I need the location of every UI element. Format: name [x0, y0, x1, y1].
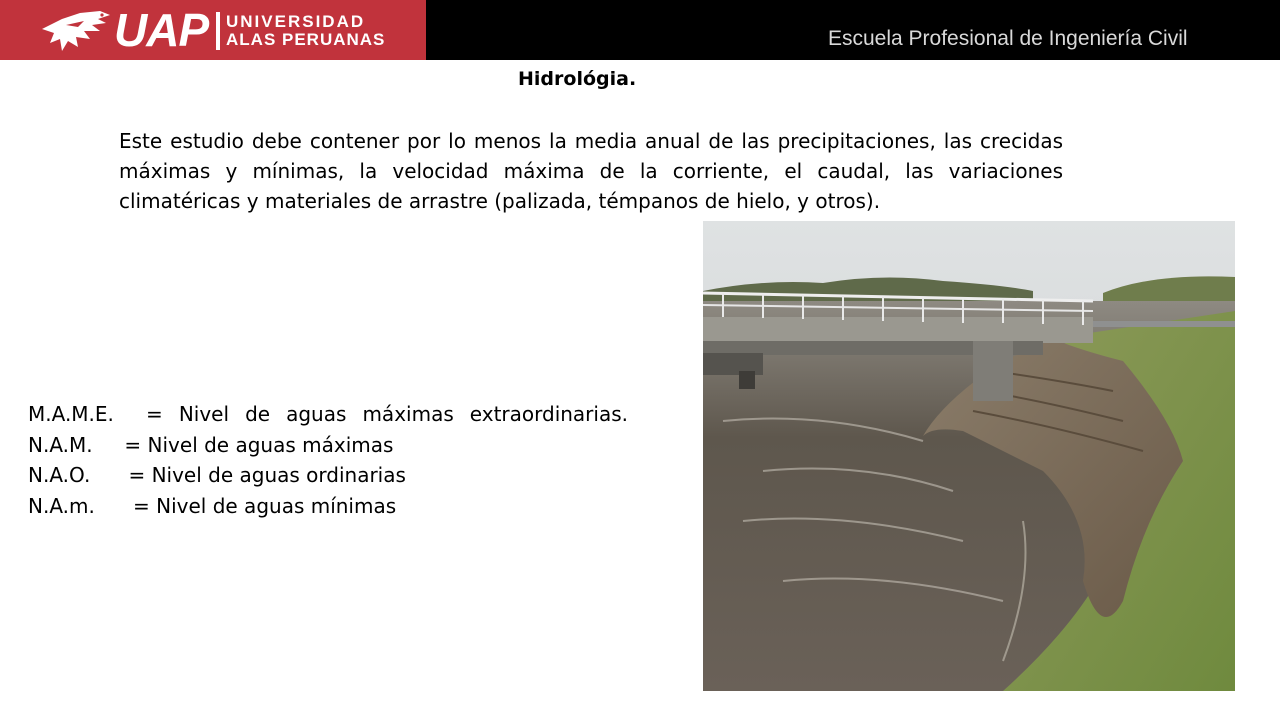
- river-bridge-erosion-photo: [703, 221, 1235, 691]
- definition-item: [28, 491, 628, 522]
- logo-line-2: ALAS PERUANAS: [226, 30, 386, 49]
- definitions-list: [28, 399, 628, 521]
- definition-text: = Nivel de aguas máximas extraordinarias.: [146, 402, 628, 426]
- definition-text: = Nivel de aguas mínimas: [133, 493, 397, 518]
- eagle-logo-icon: [40, 9, 112, 53]
- definition-abbr: N.A.m.: [28, 493, 95, 518]
- header-bar: [0, 0, 1280, 60]
- school-name: Escuela Profesional de Ingeniería Civil: [828, 27, 1188, 50]
- definition-item: [28, 399, 628, 430]
- body-paragraph: Este estudio debe contener por lo menos la media anual de las precipitaciones, las crecidas máximas y mínimas, la velocidad máxima de la corriente, el caudal, las variaciones climatéricas y materiales de arrastre (palizada, témpanos de hielo, y otros).: [119, 129, 1063, 213]
- slide-title: Hidrológia.: [518, 68, 637, 90]
- definition-abbr: M.A.M.E.: [28, 402, 114, 426]
- definition-text: = Nivel de aguas ordinarias: [128, 463, 406, 487]
- definition-text: = Nivel de aguas máximas: [124, 432, 394, 457]
- university-logo: [0, 0, 426, 60]
- definition-item: [28, 430, 628, 461]
- definition-abbr: N.A.O.: [28, 463, 91, 487]
- logo-line-1: UNIVERSIDAD: [226, 12, 366, 31]
- logo-abbr: UAP: [114, 4, 209, 56]
- logo-divider: [216, 12, 220, 50]
- definition-abbr: N.A.M.: [28, 432, 93, 457]
- definition-item: [28, 460, 628, 491]
